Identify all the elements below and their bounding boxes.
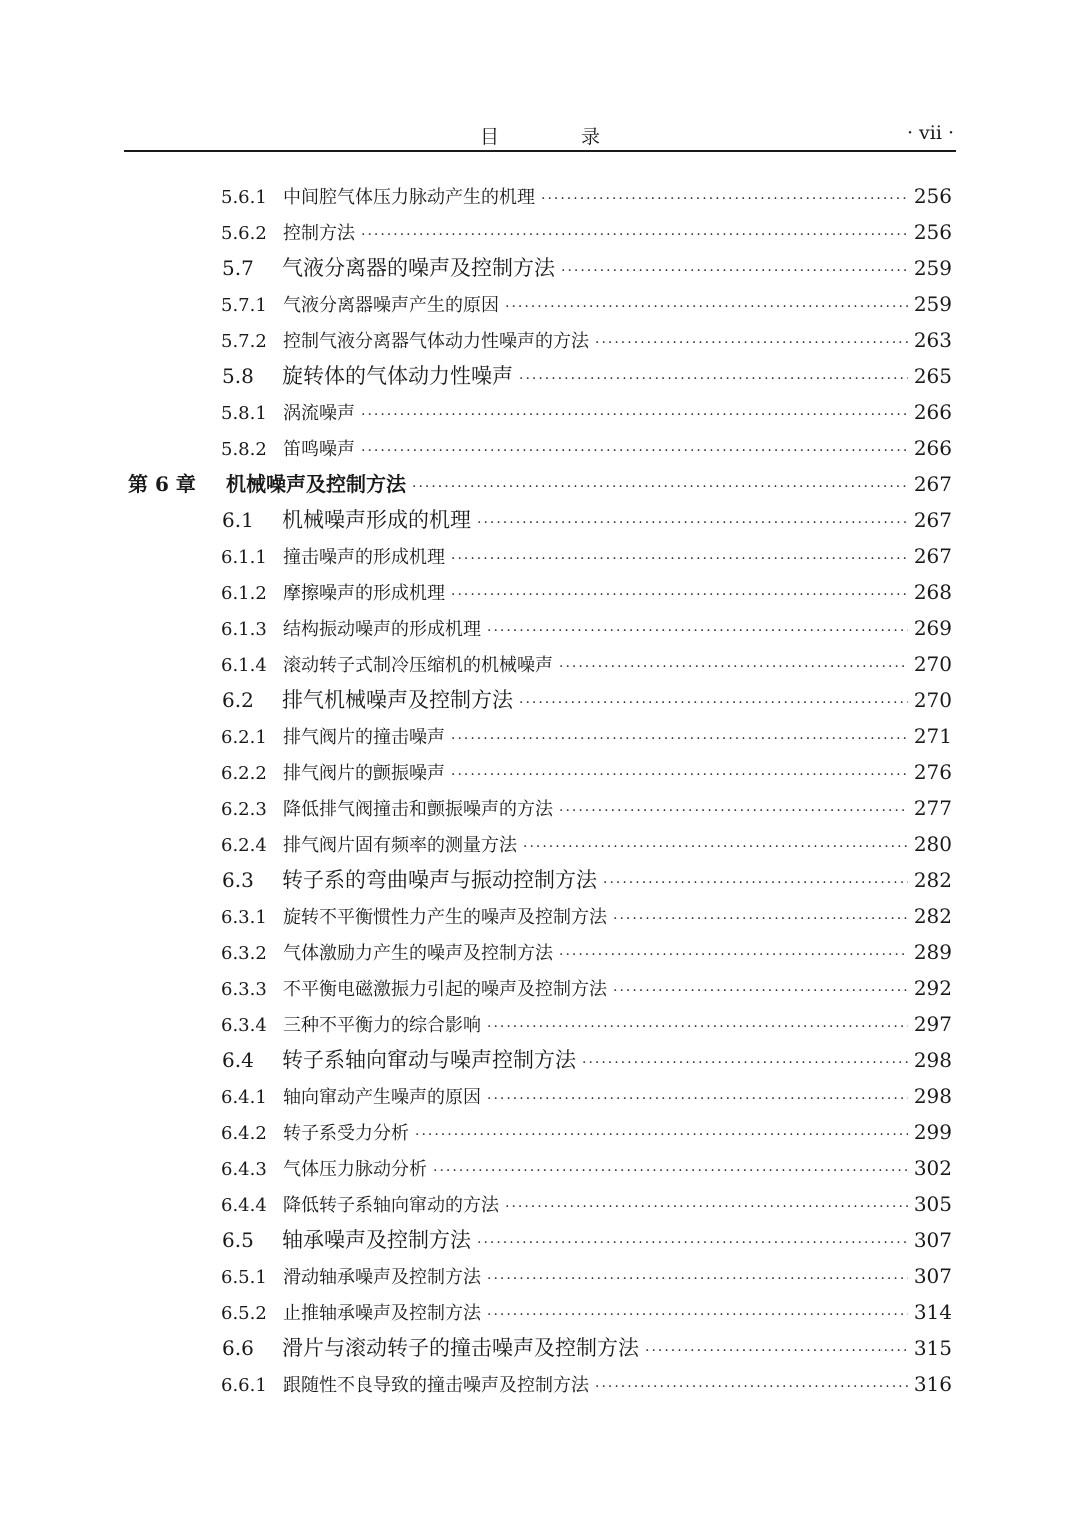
toc-entry-title: 旋转不平衡惯性力产生的噪声及控制方法: [283, 907, 607, 928]
toc-entry-title: 三种不平衡力的综合影响: [283, 1015, 481, 1036]
toc-entry-page: 277: [913, 796, 952, 820]
toc-entry-title: 摩擦噪声的形成机理: [283, 583, 445, 604]
toc-entry[interactable]: [124, 1078, 952, 1114]
toc-entry-title: 排气阀片的撞击噪声: [283, 727, 445, 748]
toc-entry-page: 276: [913, 760, 952, 784]
toc-entry-page: 298: [913, 1084, 952, 1108]
toc-entry[interactable]: [124, 610, 952, 646]
toc-entry-number: 6.1.3: [221, 619, 267, 640]
toc-entry-page: 265: [913, 364, 952, 388]
toc-entry-title: 降低排气阀撞击和颤振噪声的方法: [283, 799, 553, 820]
toc-entry-page: 299: [913, 1120, 952, 1144]
toc-entry[interactable]: [124, 898, 952, 934]
dot-leader: [487, 1081, 908, 1117]
dot-leader: [477, 1225, 908, 1261]
toc-entry-page: 305: [913, 1192, 952, 1216]
toc-entry-title: 不平衡电磁激振力引起的噪声及控制方法: [283, 979, 607, 1000]
dot-leader: [519, 361, 908, 397]
running-header: [124, 118, 956, 152]
dot-leader: [451, 721, 908, 757]
toc-entry[interactable]: [124, 1258, 952, 1294]
toc-entry-number: 6.5.2: [221, 1303, 267, 1324]
toc-entry[interactable]: [124, 682, 952, 718]
toc-entry[interactable]: [124, 646, 952, 682]
dot-leader: [519, 685, 908, 721]
toc-entry-page: 266: [913, 400, 952, 424]
toc-entry[interactable]: [124, 1114, 952, 1150]
toc-entry-title: 排气阀片固有频率的测量方法: [283, 835, 517, 856]
toc-entry-page: 298: [913, 1048, 952, 1072]
toc-entry-page: 297: [913, 1012, 952, 1036]
toc-entry-number: 6.2.2: [221, 763, 267, 784]
toc-entry-number: 5.7.1: [221, 295, 267, 316]
toc-entry[interactable]: [124, 718, 952, 754]
toc-entry-page: 263: [913, 328, 952, 352]
toc-entry-page: 271: [913, 724, 952, 748]
toc-entry-title: 控制方法: [283, 223, 355, 244]
toc-entry-number: 5.7: [222, 256, 254, 280]
page-title: 目 录: [479, 126, 639, 148]
dot-leader: [433, 1153, 908, 1189]
dot-leader: [487, 1261, 908, 1297]
toc-entry-page: 307: [913, 1228, 952, 1252]
dot-leader: [505, 1189, 908, 1225]
toc-entry-number: 6.6: [222, 1336, 254, 1360]
dot-leader: [595, 1369, 908, 1405]
toc-entry[interactable]: [124, 934, 952, 970]
toc-entry-number: 6.6.1: [221, 1375, 267, 1396]
toc-entry-page: 270: [913, 652, 952, 676]
toc-entry-title: 气体激励力产生的噪声及控制方法: [283, 943, 553, 964]
dot-leader: [559, 649, 908, 685]
toc-entry-title: 转子系受力分析: [283, 1123, 409, 1144]
toc-entry-number: 5.8.1: [221, 403, 267, 424]
toc-entry[interactable]: [124, 358, 952, 394]
toc-entry-number: 6.4.3: [221, 1159, 267, 1180]
dot-leader: [487, 613, 908, 649]
toc-entry-number: 6.5: [222, 1228, 254, 1252]
toc-entry[interactable]: [124, 322, 952, 358]
toc-entry[interactable]: [124, 394, 952, 430]
dot-leader: [451, 541, 908, 577]
dot-leader: [582, 1045, 908, 1081]
toc-entry-title: 跟随性不良导致的撞击噪声及控制方法: [283, 1375, 589, 1396]
toc-entry[interactable]: [124, 466, 952, 502]
dot-leader: [451, 577, 908, 613]
toc-entry[interactable]: [124, 1150, 952, 1186]
toc-entry-page: 289: [913, 940, 952, 964]
toc-entry-number: 5.8.2: [221, 439, 267, 460]
toc-entry-number: 6.3.3: [221, 979, 267, 1000]
toc-entry-page: 256: [913, 220, 952, 244]
toc-entry[interactable]: [124, 1186, 952, 1222]
toc-entry[interactable]: [124, 1330, 952, 1366]
table-of-contents: [124, 178, 952, 1402]
dot-leader: [645, 1333, 908, 1369]
toc-entry-title: 控制气液分离器气体动力性噪声的方法: [283, 331, 589, 352]
toc-entry-title: 中间腔气体压力脉动产生的机理: [283, 187, 535, 208]
toc-entry-page: 269: [913, 616, 952, 640]
toc-entry-page: 302: [913, 1156, 952, 1180]
toc-entry-number: 6.2.1: [221, 727, 267, 748]
toc-entry-title: 气液分离器的噪声及控制方法: [282, 256, 555, 280]
toc-entry[interactable]: [124, 178, 952, 214]
toc-entry-number: 6.3.4: [221, 1015, 267, 1036]
dot-leader: [361, 217, 908, 253]
dot-leader: [361, 397, 908, 433]
toc-entry-title: 轴向窜动产生噪声的原因: [283, 1087, 481, 1108]
toc-entry-page: 266: [913, 436, 952, 460]
toc-entry-title: 结构振动噪声的形成机理: [283, 619, 481, 640]
dot-leader: [595, 325, 908, 361]
toc-entry-number: 6.1: [222, 508, 254, 532]
dot-leader: [415, 1117, 908, 1153]
toc-entry-page: 292: [913, 976, 952, 1000]
toc-entry-number: 6.3.2: [221, 943, 267, 964]
toc-entry-page: 315: [913, 1336, 952, 1360]
toc-entry[interactable]: [124, 214, 952, 250]
toc-entry-title: 滚动转子式制冷压缩机的机械噪声: [283, 655, 553, 676]
toc-entry-title: 滑动轴承噪声及控制方法: [283, 1267, 481, 1288]
toc-entry-title: 降低转子系轴向窜动的方法: [283, 1195, 499, 1216]
toc-entry-title: 止推轴承噪声及控制方法: [283, 1303, 481, 1324]
dot-leader: [559, 793, 908, 829]
toc-entry-page: 267: [913, 544, 952, 568]
toc-entry-number: 6.4.2: [221, 1123, 267, 1144]
toc-entry-number: 第 6 章: [128, 472, 196, 496]
dot-leader: [603, 865, 908, 901]
toc-entry-title: 滑片与滚动转子的撞击噪声及控制方法: [282, 1336, 639, 1360]
toc-entry-number: 6.2.4: [221, 835, 267, 856]
toc-entry-title: 旋转体的气体动力性噪声: [282, 364, 513, 388]
toc-entry-page: 270: [913, 688, 952, 712]
dot-leader: [487, 1009, 908, 1045]
dot-leader: [505, 289, 908, 325]
toc-entry-title: 排气阀片的颤振噪声: [283, 763, 445, 784]
dot-leader: [541, 181, 908, 217]
toc-entry-number: 6.3.1: [221, 907, 267, 928]
toc-entry-number: 6.1.1: [221, 547, 267, 568]
toc-entry-page: 268: [913, 580, 952, 604]
dot-leader: [561, 253, 908, 289]
toc-entry-number: 6.2: [222, 688, 254, 712]
toc-entry-page: 256: [913, 184, 952, 208]
toc-entry-number: 6.3: [222, 868, 254, 892]
toc-entry-title: 涡流噪声: [283, 403, 355, 424]
dot-leader: [487, 1297, 908, 1333]
toc-entry-page: 282: [913, 904, 952, 928]
toc-entry-number: 6.1.2: [221, 583, 267, 604]
toc-entry-title: 机械噪声形成的机理: [282, 508, 471, 532]
toc-entry[interactable]: [124, 538, 952, 574]
toc-entry-page: 282: [913, 868, 952, 892]
toc-entry-title: 撞击噪声的形成机理: [283, 547, 445, 568]
dot-leader: [361, 433, 908, 469]
toc-entry-page: 314: [913, 1300, 952, 1324]
toc-entry-title: 笛鸣噪声: [283, 439, 355, 460]
toc-entry-page: 280: [913, 832, 952, 856]
dot-leader: [477, 505, 908, 541]
dot-leader: [523, 829, 908, 865]
toc-entry-number: 6.4.4: [221, 1195, 267, 1216]
dot-leader: [412, 469, 908, 505]
dot-leader: [451, 757, 908, 793]
toc-entry-page: 316: [913, 1372, 952, 1396]
page-number: · vii ·: [906, 122, 954, 144]
toc-entry-number: 6.5.1: [221, 1267, 267, 1288]
toc-entry[interactable]: [124, 574, 952, 610]
toc-entry[interactable]: [124, 754, 952, 790]
toc-entry[interactable]: [124, 1366, 952, 1402]
toc-entry-page: 259: [913, 292, 952, 316]
toc-entry[interactable]: [124, 286, 952, 322]
toc-entry-title: 转子系的弯曲噪声与振动控制方法: [282, 868, 597, 892]
toc-entry[interactable]: [124, 250, 952, 286]
toc-entry[interactable]: [124, 790, 952, 826]
toc-entry[interactable]: [124, 826, 952, 862]
dot-leader: [559, 937, 908, 973]
toc-entry-title: 机械噪声及控制方法: [226, 472, 406, 496]
toc-entry[interactable]: [124, 1294, 952, 1330]
toc-entry[interactable]: [124, 1006, 952, 1042]
toc-entry-number: 5.6.1: [221, 187, 267, 208]
toc-entry-number: 6.1.4: [221, 655, 267, 676]
toc-entry[interactable]: [124, 502, 952, 538]
toc-entry[interactable]: [124, 970, 952, 1006]
toc-entry-title: 气体压力脉动分析: [283, 1159, 427, 1180]
toc-entry-title: 轴承噪声及控制方法: [282, 1228, 471, 1252]
toc-entry[interactable]: [124, 862, 952, 898]
toc-entry[interactable]: [124, 430, 952, 466]
toc-entry-title: 转子系轴向窜动与噪声控制方法: [282, 1048, 576, 1072]
toc-entry-page: 307: [913, 1264, 952, 1288]
toc-entry-number: 6.4: [222, 1048, 254, 1072]
toc-entry-number: 5.7.2: [221, 331, 267, 352]
toc-entry[interactable]: [124, 1042, 952, 1078]
toc-entry-number: 5.6.2: [221, 223, 267, 244]
toc-entry-page: 259: [913, 256, 952, 280]
dot-leader: [613, 973, 908, 1009]
dot-leader: [613, 901, 908, 937]
toc-entry-number: 6.2.3: [221, 799, 267, 820]
toc-entry-title: 排气机械噪声及控制方法: [282, 688, 513, 712]
toc-entry[interactable]: [124, 1222, 952, 1258]
toc-entry-title: 气液分离器噪声产生的原因: [283, 295, 499, 316]
toc-entry-page: 267: [913, 508, 952, 532]
toc-entry-page: 267: [913, 472, 952, 496]
toc-entry-number: 6.4.1: [221, 1087, 267, 1108]
toc-entry-number: 5.8: [222, 364, 254, 388]
